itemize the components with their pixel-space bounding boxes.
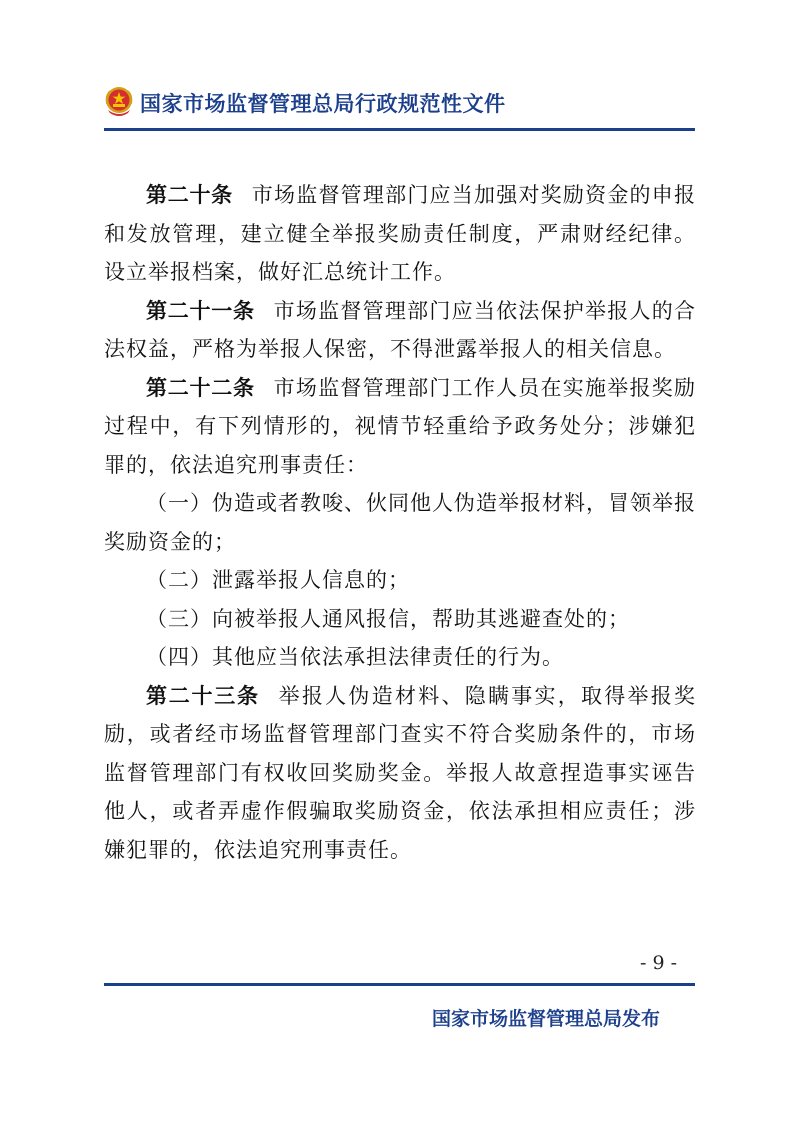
list-item-text: （二）泄露举报人信息的； bbox=[146, 568, 410, 592]
list-item-text: （一）伪造或者教唆、伙同他人伪造举报材料，冒领举报奖励资金的； bbox=[104, 491, 696, 554]
article-23 bbox=[104, 677, 696, 870]
list-item bbox=[104, 561, 696, 600]
article-text: 市场监督管理部门工作人员在实施举报奖励过程中，有下列情形的，视情节轻重给予政务处分；涉嫌犯罪的，依法追究刑事责任： bbox=[104, 375, 697, 477]
article-22 bbox=[104, 369, 696, 485]
article-text: 市场监督管理部门应当加强对奖励资金的申报和发放管理，建立健全举报奖励责任制度，严肃财经纪律。设立举报档案，做好汇总统计工作。 bbox=[104, 183, 697, 284]
header-divider bbox=[104, 128, 695, 131]
list-item-text: （四）其他应当依法承担法律责任的行为。 bbox=[146, 645, 564, 669]
article-number: 第二十二条 bbox=[146, 375, 255, 400]
article-20 bbox=[104, 176, 696, 292]
list-item bbox=[104, 600, 696, 639]
header-title: 国家市场监督管理总局行政规范性文件 bbox=[140, 92, 506, 116]
footer-divider bbox=[104, 983, 695, 986]
document-body bbox=[104, 176, 696, 869]
footer-publisher: 国家市场监督管理总局发布 bbox=[432, 1008, 661, 1030]
article-text: 举报人伪造材料、隐瞒事实，取得举报奖励，或者经市场监督管理部门查实不符合奖励条件的，市场监督管理部门有权收回奖励奖金。举报人故意捏造事实诬告他人，或者弄虚作假骗取奖励资金，依法承担相应责任；涉嫌犯罪的，依法追究刑事责任。 bbox=[104, 683, 697, 862]
article-number: 第二十条 bbox=[146, 183, 233, 207]
national-emblem-icon bbox=[104, 86, 134, 118]
page-header bbox=[104, 78, 694, 132]
list-item-text: （三）向被举报人通风报信，帮助其逃避查处的； bbox=[146, 606, 630, 631]
page-number: - 9 - bbox=[640, 952, 678, 974]
article-number: 第二十三条 bbox=[146, 683, 260, 708]
list-item bbox=[104, 638, 696, 677]
list-item bbox=[104, 484, 696, 561]
article-number: 第二十一条 bbox=[146, 298, 255, 323]
article-text: 市场监督管理部门应当依法保护举报人的合法权益，严格为举报人保密，不得泄露举报人的相关信息。 bbox=[104, 298, 697, 361]
article-21 bbox=[104, 292, 696, 369]
